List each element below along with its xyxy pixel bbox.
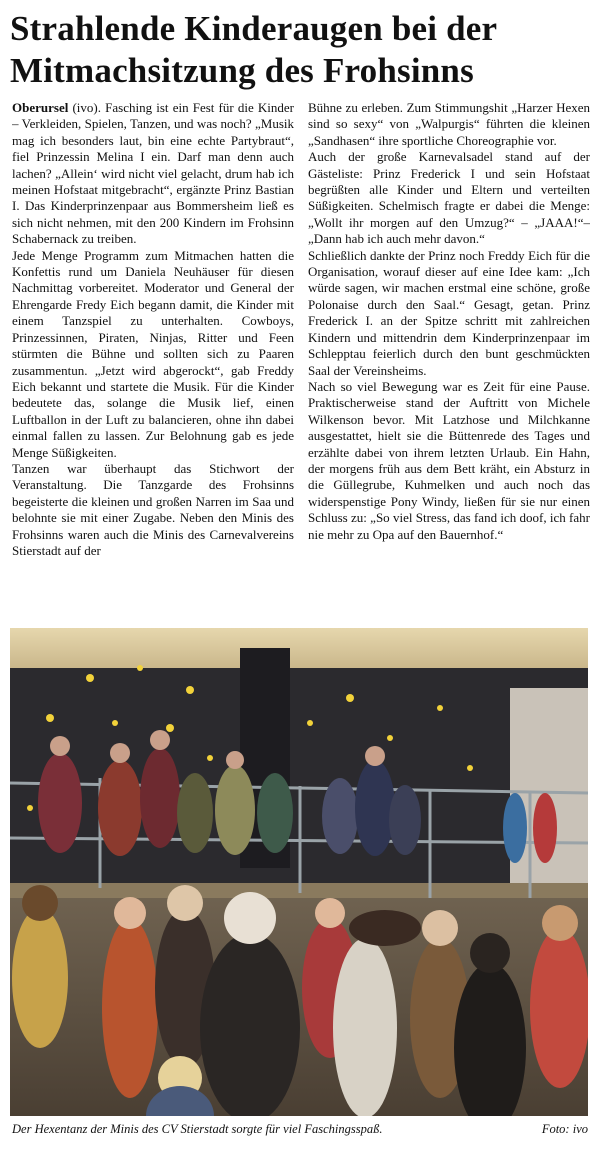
- paragraph: [12, 100, 294, 248]
- headline-line-1: Strahlende Kinderaugen bei der: [10, 9, 498, 48]
- paragraph: Bühne zu erleben. Zum Stimmungshit „Harzer Hexen sind so sexy“ von „Walpurgis“ führten die kleinen „Sandhasen“ ihre sportliche Choreographie vor.: [308, 100, 590, 148]
- paragraph: Tanzen war überhaupt das Stichwort der Veranstaltung. Die Tanzgarde des Frohsinns begeisterte die kleinen und großen Narren im Saa und belohnte sie mit einer Zugabe. Neben den Minis des Frohsinns waren auch die Minis des Carnevalvereins Stierstadt auf der: [12, 460, 294, 558]
- paragraph: Jede Menge Programm zum Mitmachen hatten die Konfettis rund um Daniela Neuhäuser für diesen Nachmittag vorbereitet. Moderator und General der Ehrengarde Fredy Eich begann damit, die Kinder mit einem Tanzspiel zu unterhalten. Cowboys, Prinzessinnen, Piraten, Ninjas, Ritter und Feen stürmten die Bühne und sollten sich zu Paaren zusammentun. „Jetzt wird abgerockt“, gab Freddy Eich bekannt und startete die Musik. Für die Kinder bedeutete das, solange die Musik lief, einen Luftballon in der Luft zu balancieren, ohne ihn dabei einmal fallen zu lassen. Zur Belohnung gab es jede Menge Süßigkeiten.: [12, 247, 294, 460]
- paragraph: Nach so viel Bewegung war es Zeit für eine Pause. Praktischerweise stand der Auftritt von Michele Wilkenson bevor. Mit Latzhose und Milchkanne ausgestattet, hielt sie die Büttenrede des Tages und erzählte dabei von ihrem letzten Urlaub. Ein Hahn, der morgens früh aus dem Bett kräht, ein Absturz in die Güllegrube, Kuhmelken und auch noch das widerspenstige Pony Windy, ließen für sie nur einen Schluss zu: „So viel Stress, das fand ich doof, ich fahr nie mehr zu Opa auf den Bauernhof.“: [308, 378, 590, 542]
- headline: [10, 8, 590, 92]
- column-left: [12, 100, 294, 620]
- dateline: Oberursel: [12, 100, 69, 115]
- paragraph: Auch der große Karnevalsadel stand auf der Gästeliste: Prinz Frederick I und sein Hofstaat begrüßten alle Kinder und Eltern und verteilten Süßigkeiten. Schelmisch fragte er dabei die Menge: „Wollt ihr morgen auf den Umzug?“ – „JAAA!“– „Dann hab ich auch mehr davon.“: [308, 149, 590, 247]
- article-photo: [10, 628, 588, 1116]
- article-body: [12, 100, 590, 620]
- photo-credit: Foto: ivo: [541, 1122, 588, 1136]
- paragraph: Schließlich dankte der Prinz noch Freddy Eich für die Organisation, worauf dieser auf eine Idee kam: „Ich würde sagen, wir machen erstmal eine schöne, große Polonaise durch den Saal.“ Gesagt, getan. Prinz Frederick I. an der Spitze schritt mit zahlreichen Kindern und mittendrin dem Kinderprinzenpaar im Schlepptau feierlich durch den bunt geschmückten Saal der Vereinsheims.: [308, 247, 590, 378]
- photo-caption: [12, 1122, 588, 1137]
- headline-line-2: Mitmachsitzung des Frohsinns: [10, 51, 474, 90]
- column-right: [308, 100, 590, 620]
- paragraph-text: (ivo). Fasching ist ein Fest für die Kinder – Verkleiden, Spielen, Tanzen, und was noch? „Musik mag ich besonders laut, bin eine echte Partybraut“, fiel Prinzessin Melina I ein. Darf man denn auch lachen? „Allein‘ wird nicht viel gelacht, drum hab ich meinen Hofstaat mitgebracht“, ergänzte Prinz Bastian I. Das Kinderprinzenpaar aus Bommersheim ließ es sich nicht nehmen, mit den 200 Kindern im Frohsinn Schabernack zu treiben.: [12, 100, 294, 247]
- photo-illustration: [10, 628, 588, 1116]
- caption-text: Der Hexentanz der Minis des CV Stierstadt sorgte für viel Faschingsspaß.: [12, 1122, 383, 1136]
